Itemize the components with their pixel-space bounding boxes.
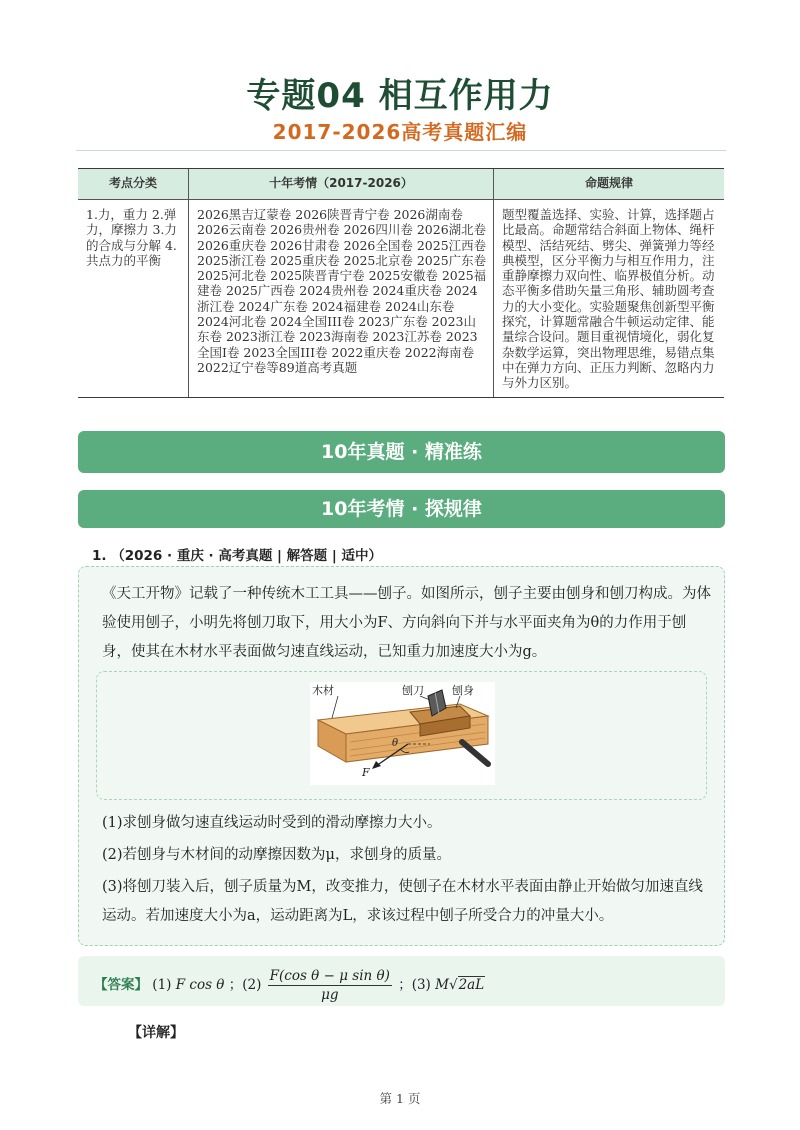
answer-part3-radicand: 2aL bbox=[458, 977, 485, 993]
answer-part3-coef: M bbox=[435, 977, 449, 993]
sub-question-2: (2)若刨身与木材间的动摩擦因数为μ，求刨身的质量。 bbox=[102, 847, 451, 863]
exam-summary-table bbox=[78, 168, 724, 398]
answer-part2-fraction bbox=[268, 968, 392, 1003]
explanation-label: 【详解】 bbox=[128, 1025, 184, 1041]
table-header-history: 十年考情（2017-2026） bbox=[189, 169, 494, 200]
question-stem: 《天工开物》记载了一种传统木工工具——刨子。如图所示，刨子主要由刨身和刨刀构成。为体验使用刨子，小明先将刨刀取下，用大小为F、方向斜向下并与水平面夹角为θ的力作用于刨身，使其在木材水平表面做匀速直线运动，已知重力加速度大小为g。 bbox=[102, 586, 711, 660]
answer-line bbox=[94, 968, 485, 1003]
answer-sep2: ；(3) bbox=[398, 977, 436, 993]
table-header-row bbox=[78, 169, 724, 200]
label-body: 刨身 bbox=[452, 684, 474, 697]
answer-part1: F cos θ bbox=[175, 977, 225, 993]
divider bbox=[76, 150, 726, 151]
label-angle: θ bbox=[392, 738, 399, 749]
answer-part2-denominator: μg bbox=[321, 987, 339, 1003]
table-cell-pattern: 题型覆盖选择、实验、计算，选择题占比最高。命题常结合斜面上物体、绳杆模型、活结死结、劈尖、弹簧弹力等经典模型，区分平衡力与相互作用力，注重静摩擦力双向性、临界极值分析。动态平衡多借助矢量三角形、辅助圆考查力的大小变化。实验题聚焦创新型平衡探究，计算题常融合牛顿运动定律、能量综合设问。题目重视情境化，弱化复杂数学运算，突出物理思维，易错点集中在弹力方向、正压力判断、忽略内力与外力区别。 bbox=[494, 200, 725, 398]
table-cell-history: 2026黑吉辽蒙卷 2026陕晋青宁卷 2026湖南卷 2026云南卷 2026贵州卷 2026四川卷 2026湖北卷 2026重庆卷 2026甘肃卷 2026全国卷 2025江西卷 2025浙江卷 2025重庆卷 2025北京卷 2025广东卷 2025河北卷 2025陕晋青宁卷 2025安徽卷 2025福建卷 2025广西卷 2024贵州卷 2024重庆卷 2024浙江卷 2024广东卷 2024福建卷 2024山东卷 2024河北卷 2024全国III卷 2023广东卷 2023山东卷 2023浙江卷 2023海南卷 2023江苏卷 2023全国Ⅰ卷 2023全国III卷 2022重庆卷 2022海南卷 2022辽宁卷等89道高考真题 bbox=[189, 200, 494, 398]
answer-label: 【答案】 bbox=[94, 977, 148, 993]
table-row bbox=[78, 200, 724, 398]
label-wood: 木材 bbox=[312, 684, 334, 697]
page-title: 专题04 相互作用力 bbox=[246, 76, 554, 116]
table-header-pattern: 命题规律 bbox=[494, 169, 725, 200]
page-subtitle: 2017-2026高考真题汇编 bbox=[272, 120, 528, 144]
label-blade: 刨刀 bbox=[402, 684, 424, 697]
section-banner-practice: 10年真题 · 精准练 bbox=[78, 431, 725, 473]
answer-part2-numerator: F(cos θ − μ sin θ) bbox=[269, 968, 390, 984]
sqrt-sign: √ bbox=[448, 977, 458, 993]
page-number: 第 1 页 bbox=[379, 1091, 421, 1106]
plane-tool-figure bbox=[310, 682, 495, 785]
table-header-category: 考点分类 bbox=[78, 169, 189, 200]
table-cell-categories: 1.力，重力 2.弹力，摩擦力 3.力的合成与分解 4.共点力的平衡 bbox=[78, 200, 189, 398]
answer-part1-prefix: (1) bbox=[152, 977, 176, 993]
question-header: 1. （2026 · 重庆 · 高考真题 | 解答题 | 适中） bbox=[92, 548, 383, 564]
sub-question-1: (1)求刨身做匀速直线运动时受到的滑动摩擦力大小。 bbox=[102, 815, 442, 831]
label-force: F bbox=[362, 766, 370, 779]
section-banner-patterns: 10年考情 · 探规律 bbox=[78, 490, 725, 528]
sub-question-3: (3)将刨刀装入后，刨子质量为M，改变推力，使刨子在木材水平表面由静止开始做匀加速直线运动。若加速度大小为a，运动距离为L，求该过程中刨子所受合力的冲量大小。 bbox=[102, 879, 703, 924]
answer-sep1: ；(2) bbox=[228, 977, 266, 993]
